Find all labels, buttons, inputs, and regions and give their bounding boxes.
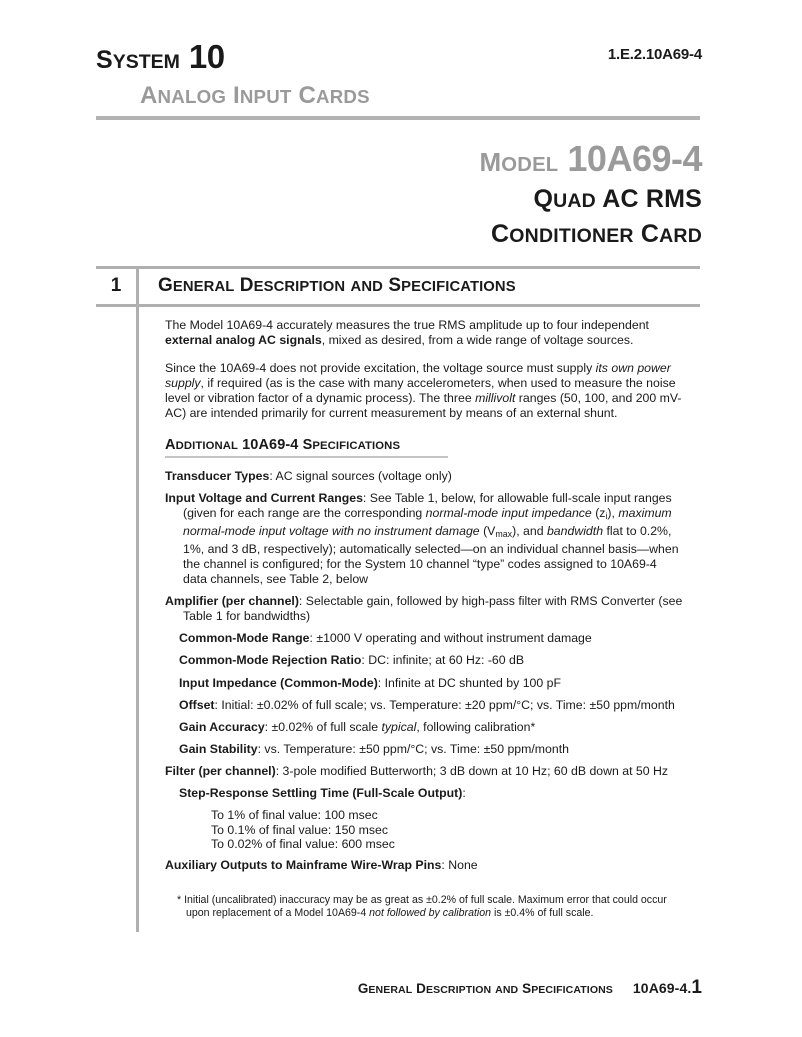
spec-input-ranges-part-a: : See Table 1, below, for allowable full-scale input ranges (given for each range are the corresponding	[183, 490, 672, 520]
intro-p1-bold: external analog AC signals	[165, 333, 322, 348]
intro-p2-part-b: , if required (as is the case with many accelerometers, when used to measure the noise level or vibration factor of a dynamic process). The three	[165, 376, 676, 406]
intro-p2-part-a: Since the 10A69-4 does not provide excitation, the voltage source must supply	[165, 361, 596, 376]
step-response-item: To 1% of final value: 100 msec	[211, 808, 378, 823]
intro-p1-part-a: The Model 10A69-4 accurately measures the true RMS amplitude up to four independent	[165, 318, 649, 332]
footer-page-number: 1	[691, 977, 702, 998]
header-divider-rule	[96, 116, 700, 120]
spec-input-impedance-value: : Infinite at DC shunted by 100 pF	[377, 675, 561, 690]
spec-input-ranges-italic-2: maximum normal-mode input voltage with no instrument damage	[183, 505, 672, 538]
product-subtitle-line2: CONDITIONER CARD	[491, 220, 702, 248]
product-subtitle-line1: QUAD AC RMS	[533, 185, 702, 213]
footer-page-label	[632, 977, 702, 998]
footer-page-prefix: 10A69-4.	[632, 980, 692, 996]
spec-filter	[165, 764, 683, 779]
model-title	[479, 138, 702, 180]
spec-cmrr-value: : DC: infinite; at 60 Hz: -60 dB	[361, 653, 525, 668]
spec-transducer-types-value: : AC signal sources (voltage only)	[269, 468, 452, 483]
model-word: MODEL	[479, 147, 559, 177]
section-rule-bottom	[96, 304, 700, 307]
spec-input-ranges-italic-3: bandwidth	[546, 523, 604, 538]
spec-gain-accuracy-part-a: : ±0.02% of full scale	[264, 719, 382, 734]
spec-offset-value: : Initial: ±0.02% of full scale; vs. Temperature: ±20 ppm/°C; vs. Time: ±50 ppm/month	[214, 697, 675, 712]
additional-specs-heading: ADDITIONAL 10A69-4 SPECIFICATIONS	[165, 436, 401, 453]
spec-input-impedance	[179, 676, 683, 691]
step-response-list	[165, 808, 683, 852]
spec-filter-label: Filter (per channel)	[165, 763, 276, 778]
spec-transducer-types-label: Transducer Types	[165, 468, 270, 483]
spec-input-ranges-part-b: (z	[591, 505, 606, 520]
spec-transducer-types	[165, 469, 683, 484]
spec-step-response-label: Step-Response Settling Time (Full-Scale Output)	[179, 786, 463, 801]
spec-common-mode-range-value: : ±1000 V operating and without instrument damage	[309, 631, 592, 646]
spec-gain-stability-label: Gain Stability	[179, 741, 258, 756]
spec-offset	[179, 698, 683, 713]
spec-cmrr	[179, 653, 683, 668]
additional-specs-underline	[165, 456, 448, 458]
spec-gain-accuracy-part-b: , following calibration*	[416, 719, 536, 734]
footnote-marker: *	[177, 894, 182, 906]
spec-common-mode-range	[179, 631, 683, 646]
section-number: 1	[110, 275, 122, 296]
intro-p2-part-c: ranges (50, 100, and 200 mV-AC) are intended primarily for current measurement by means of an external shunt.	[165, 391, 682, 421]
intro-p1-part-b: , mixed as desired, from a wide range of voltage sources.	[321, 333, 634, 348]
spec-step-response-heading	[179, 786, 683, 801]
system-title	[96, 38, 225, 76]
spec-filter-value: : 3-pole modified Butterworth; 3 dB down at 10 Hz; 60 dB down at 50 Hz	[275, 763, 669, 778]
spec-amplifier-label: Amplifier (per channel)	[165, 594, 299, 609]
spec-gain-stability	[179, 742, 683, 757]
intro-p2-italic-1: its own power supply	[165, 361, 671, 391]
spec-aux-outputs-label: Auxiliary Outputs to Mainframe Wire-Wrap Pins	[165, 857, 442, 872]
spec-common-mode-range-label: Common-Mode Range	[179, 631, 310, 646]
spec-input-voltage-current-ranges	[165, 491, 683, 587]
footnote	[176, 894, 686, 921]
spec-gain-accuracy	[179, 720, 683, 735]
spec-aux-outputs-value: : None	[441, 857, 478, 872]
spec-auxiliary-outputs	[165, 858, 683, 873]
spec-amplifier-value: : Selectable gain, followed by high-pass filter with RMS Converter (see Table 1 for bandwidths)	[183, 594, 683, 624]
section-vertical-rule	[136, 266, 139, 932]
footer-title: GENERAL DESCRIPTION AND SPECIFICATIONS	[357, 981, 613, 996]
product-family-title: ANALOG INPUT CARDS	[140, 82, 370, 109]
spec-input-ranges-italic-1: normal-mode input impedance	[425, 505, 592, 520]
page-footer	[358, 977, 702, 999]
document-number: 1.E.2.10A69-4	[607, 46, 702, 63]
spec-input-ranges-subscript-i: i	[605, 510, 608, 521]
spec-input-ranges-subscript-max: max	[495, 528, 513, 539]
spec-offset-label: Offset	[179, 697, 215, 712]
intro-paragraph-2	[165, 361, 683, 421]
spec-gain-stability-value: : vs. Temperature: ±50 ppm/°C; vs. Time: ±50 ppm/month	[257, 741, 569, 756]
spec-step-response-colon: :	[462, 786, 466, 801]
spec-gain-accuracy-label: Gain Accuracy	[179, 719, 265, 734]
body-content	[165, 318, 683, 931]
section-title: GENERAL DESCRIPTION AND SPECIFICATIONS	[158, 275, 516, 296]
footnote-italic: not followed by calibration	[369, 907, 492, 920]
spec-input-ranges-part-e: ), and	[512, 523, 547, 538]
step-response-item: To 0.1% of final value: 150 msec	[211, 822, 389, 837]
spec-input-ranges-label: Input Voltage and Current Ranges	[165, 490, 363, 505]
model-number: 10A69-4	[567, 138, 702, 179]
footnote-part-a: Initial (uncalibrated) inaccuracy may be as great as ±0.2% of full scale. Maximum error that could occur upon replacement of a Model 10A69-4	[181, 894, 667, 920]
system-word: SYSTEM	[96, 46, 180, 74]
spec-input-impedance-label: Input Impedance (Common-Mode)	[179, 675, 378, 690]
step-response-item: To 0.02% of final value: 600 msec	[211, 837, 395, 852]
footnote-part-b: is ±0.4% of full scale.	[491, 907, 594, 920]
intro-p2-italic-2: millivolt	[475, 391, 516, 406]
spec-amplifier	[165, 594, 683, 624]
system-number: 10	[188, 38, 225, 75]
spec-input-ranges-part-d: (V	[479, 523, 496, 538]
spec-input-ranges-part-c: ),	[607, 505, 619, 520]
spec-cmrr-label: Common-Mode Rejection Ratio	[179, 653, 362, 668]
intro-paragraph-1	[165, 318, 683, 348]
spec-input-ranges-part-f: flat to 0.2%, 1%, and 3 dB, respectively); automatically selected—on an individual channel basis—when the channel is configured; for the System 10 channel “type” codes assigned to 10A69-4 data channels, see Table 2, below	[183, 523, 679, 587]
spec-gain-accuracy-italic: typical	[381, 719, 417, 734]
section-rule-top	[96, 266, 700, 269]
